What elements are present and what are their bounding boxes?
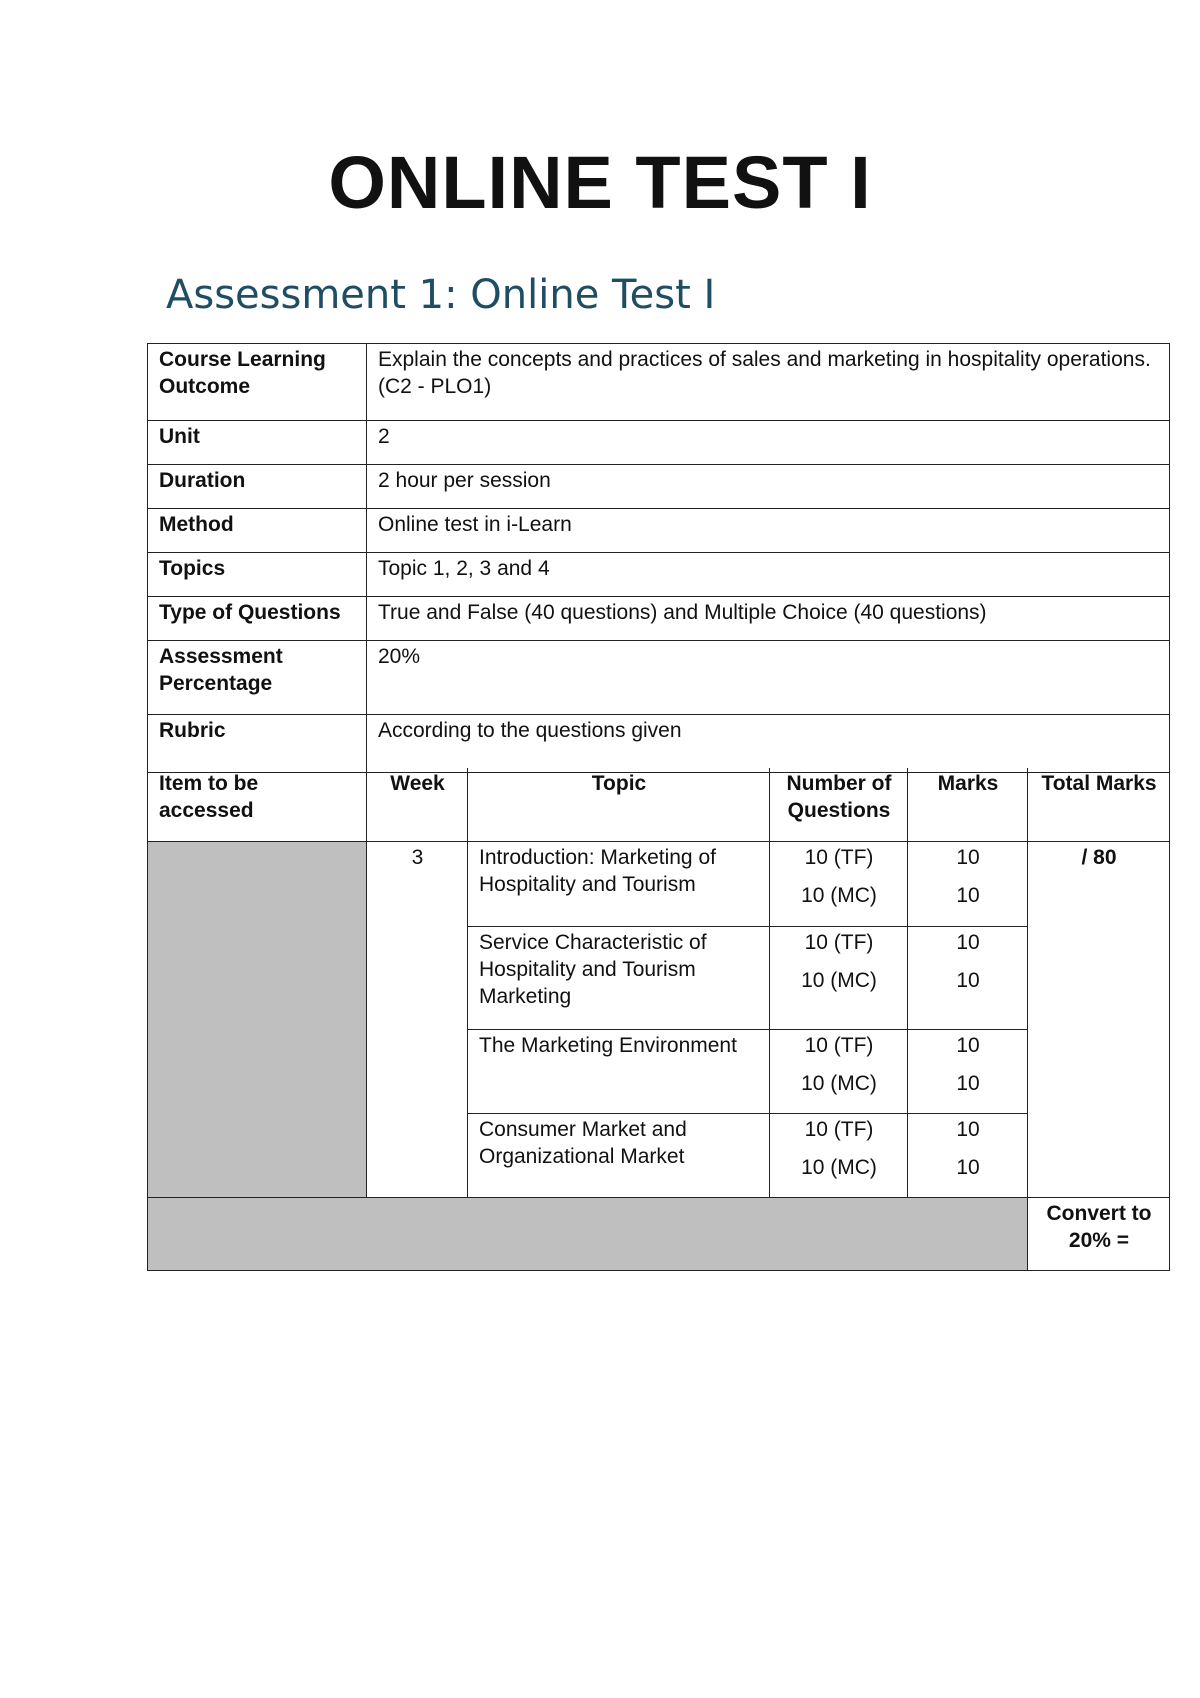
info-row-duration [148,465,1170,509]
clo-label: Course Learning Outcome [148,344,367,421]
header-total: Total Marks [1028,768,1170,842]
questions-cell [770,842,908,927]
mc-count: 10 (MC) [801,1156,877,1179]
marks-cell [908,1030,1028,1114]
tf-count: 10 (TF) [804,1118,874,1141]
topic-cell: Introduction: Marketing of Hospitality and Tourism [468,842,770,927]
mc-count: 10 (MC) [801,884,877,907]
header-week: Week [367,768,468,842]
unit-value: 2 [367,421,1170,465]
schedule-header-row [148,768,1170,842]
info-row-clo [148,344,1170,421]
percentage-label: Assessment Percentage [148,641,367,715]
duration-value: 2 hour per session [367,465,1170,509]
method-value: Online test in i-Learn [367,509,1170,553]
unit-label: Unit [148,421,367,465]
tf-marks: 10 [956,931,980,954]
assessment-info-table [147,343,1170,773]
marks-cell [908,927,1028,1030]
clo-value: Explain the concepts and practices of sales and marketing in hospitality operations. (C2 - PLO1) [367,344,1170,421]
percentage-value: 20% [367,641,1170,715]
convert-row [148,1198,1170,1271]
info-row-unit [148,421,1170,465]
info-row-percentage [148,641,1170,715]
tf-count: 10 (TF) [804,931,874,954]
tf-marks: 10 [956,846,980,869]
rubric-value: According to the questions given [367,715,1170,773]
table-row [148,842,1170,927]
questions-cell [770,1030,908,1114]
tf-marks: 10 [956,1034,980,1057]
header-marks: Marks [908,768,1028,842]
mc-count: 10 (MC) [801,969,877,992]
info-row-method [148,509,1170,553]
questions-cell [770,927,908,1030]
rubric-label: Rubric [148,715,367,773]
schedule-table [147,768,1170,1271]
topic-cell: The Marketing Environment [468,1030,770,1114]
header-topic: Topic [468,768,770,842]
info-row-rubric [148,715,1170,773]
header-item: Item to be accessed [148,768,367,842]
mc-marks: 10 [956,969,980,992]
topics-value: Topic 1, 2, 3 and 4 [367,553,1170,597]
convert-label: Convert to 20% = [1028,1198,1170,1271]
item-shaded-cell [148,842,367,1198]
mc-count: 10 (MC) [801,1072,877,1095]
marks-cell [908,1114,1028,1198]
duration-label: Duration [148,465,367,509]
topics-label: Topics [148,553,367,597]
mc-marks: 10 [956,884,980,907]
type-value: True and False (40 questions) and Multiple Choice (40 questions) [367,597,1170,641]
assessment-heading: Assessment 1: Online Test I [166,272,716,318]
header-questions: Number of Questions [770,768,908,842]
questions-cell [770,1114,908,1198]
footer-shaded-cell [148,1198,1028,1271]
week-value: 3 [367,842,468,1198]
mc-marks: 10 [956,1072,980,1095]
info-row-type [148,597,1170,641]
total-marks: / 80 [1028,842,1170,1198]
info-row-topics [148,553,1170,597]
tf-count: 10 (TF) [804,846,874,869]
tf-marks: 10 [956,1118,980,1141]
tf-count: 10 (TF) [804,1034,874,1057]
topic-cell: Service Characteristic of Hospitality and Tourism Marketing [468,927,770,1030]
page-title: ONLINE TEST I [328,141,872,224]
method-label: Method [148,509,367,553]
type-label: Type of Questions [148,597,367,641]
marks-cell [908,842,1028,927]
topic-cell: Consumer Market and Organizational Market [468,1114,770,1198]
mc-marks: 10 [956,1156,980,1179]
